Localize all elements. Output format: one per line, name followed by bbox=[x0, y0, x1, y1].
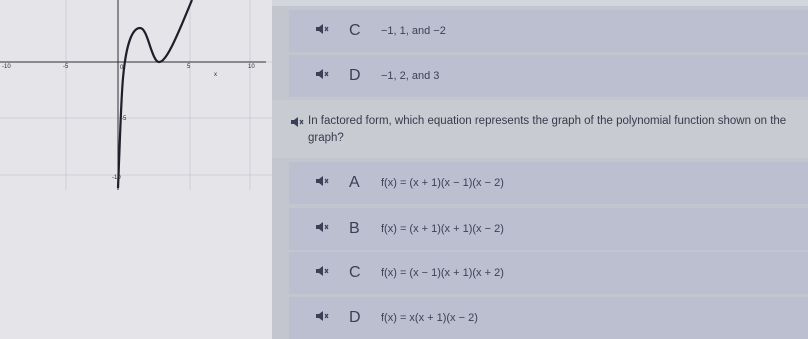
choice-letter: C bbox=[349, 22, 361, 39]
speaker-icon[interactable] bbox=[290, 115, 304, 133]
speaker-icon[interactable] bbox=[315, 67, 329, 85]
speaker-icon[interactable] bbox=[315, 264, 329, 282]
tick-label-x-neg5: -5 bbox=[63, 64, 69, 70]
answer-choice-c[interactable] bbox=[289, 252, 808, 294]
graph-panel bbox=[0, 0, 272, 339]
choice-letter: C bbox=[349, 264, 361, 281]
tick-label-origin: 0 bbox=[120, 65, 124, 71]
question-block bbox=[272, 100, 808, 158]
answer-choice-d[interactable] bbox=[289, 297, 808, 339]
question-text: In factored form, which equation represents the graph of the polynomial function shown on the graph? bbox=[308, 115, 787, 144]
tick-label-x-10: 10 bbox=[248, 64, 255, 70]
answer-choice-a[interactable] bbox=[289, 162, 808, 204]
speaker-icon[interactable] bbox=[315, 220, 329, 238]
choice-text: f(x) = (x + 1)(x − 1)(x − 2) bbox=[381, 177, 504, 189]
x-axis-label: x bbox=[214, 72, 217, 78]
choice-letter: B bbox=[349, 220, 360, 237]
speaker-icon[interactable] bbox=[315, 22, 329, 40]
tick-label-y-neg5: -5 bbox=[121, 116, 127, 122]
choice-text: f(x) = (x + 1)(x + 1)(x − 2) bbox=[381, 223, 504, 235]
choice-text: −1, 1, and −2 bbox=[381, 25, 446, 37]
top-divider bbox=[272, 0, 808, 6]
choice-letter: D bbox=[349, 309, 361, 326]
choice-text: f(x) = x(x + 1)(x − 2) bbox=[381, 312, 478, 324]
tick-label-x-5: 5 bbox=[187, 64, 191, 70]
speaker-icon[interactable] bbox=[315, 174, 329, 192]
choice-letter: D bbox=[349, 67, 361, 84]
prev-choice-c[interactable] bbox=[289, 10, 808, 52]
choice-text: −1, 2, and 3 bbox=[381, 70, 440, 82]
speaker-icon[interactable] bbox=[315, 309, 329, 327]
choice-letter: A bbox=[349, 174, 360, 191]
polynomial-curve bbox=[118, 0, 192, 188]
polynomial-graph bbox=[0, 0, 272, 339]
prev-choice-d[interactable] bbox=[289, 55, 808, 97]
choice-text: f(x) = (x − 1)(x + 1)(x + 2) bbox=[381, 267, 504, 279]
tick-label-x-neg10: -10 bbox=[2, 64, 11, 70]
tick-label-y-neg10: -10 bbox=[112, 175, 121, 181]
answer-choice-b[interactable] bbox=[289, 208, 808, 250]
